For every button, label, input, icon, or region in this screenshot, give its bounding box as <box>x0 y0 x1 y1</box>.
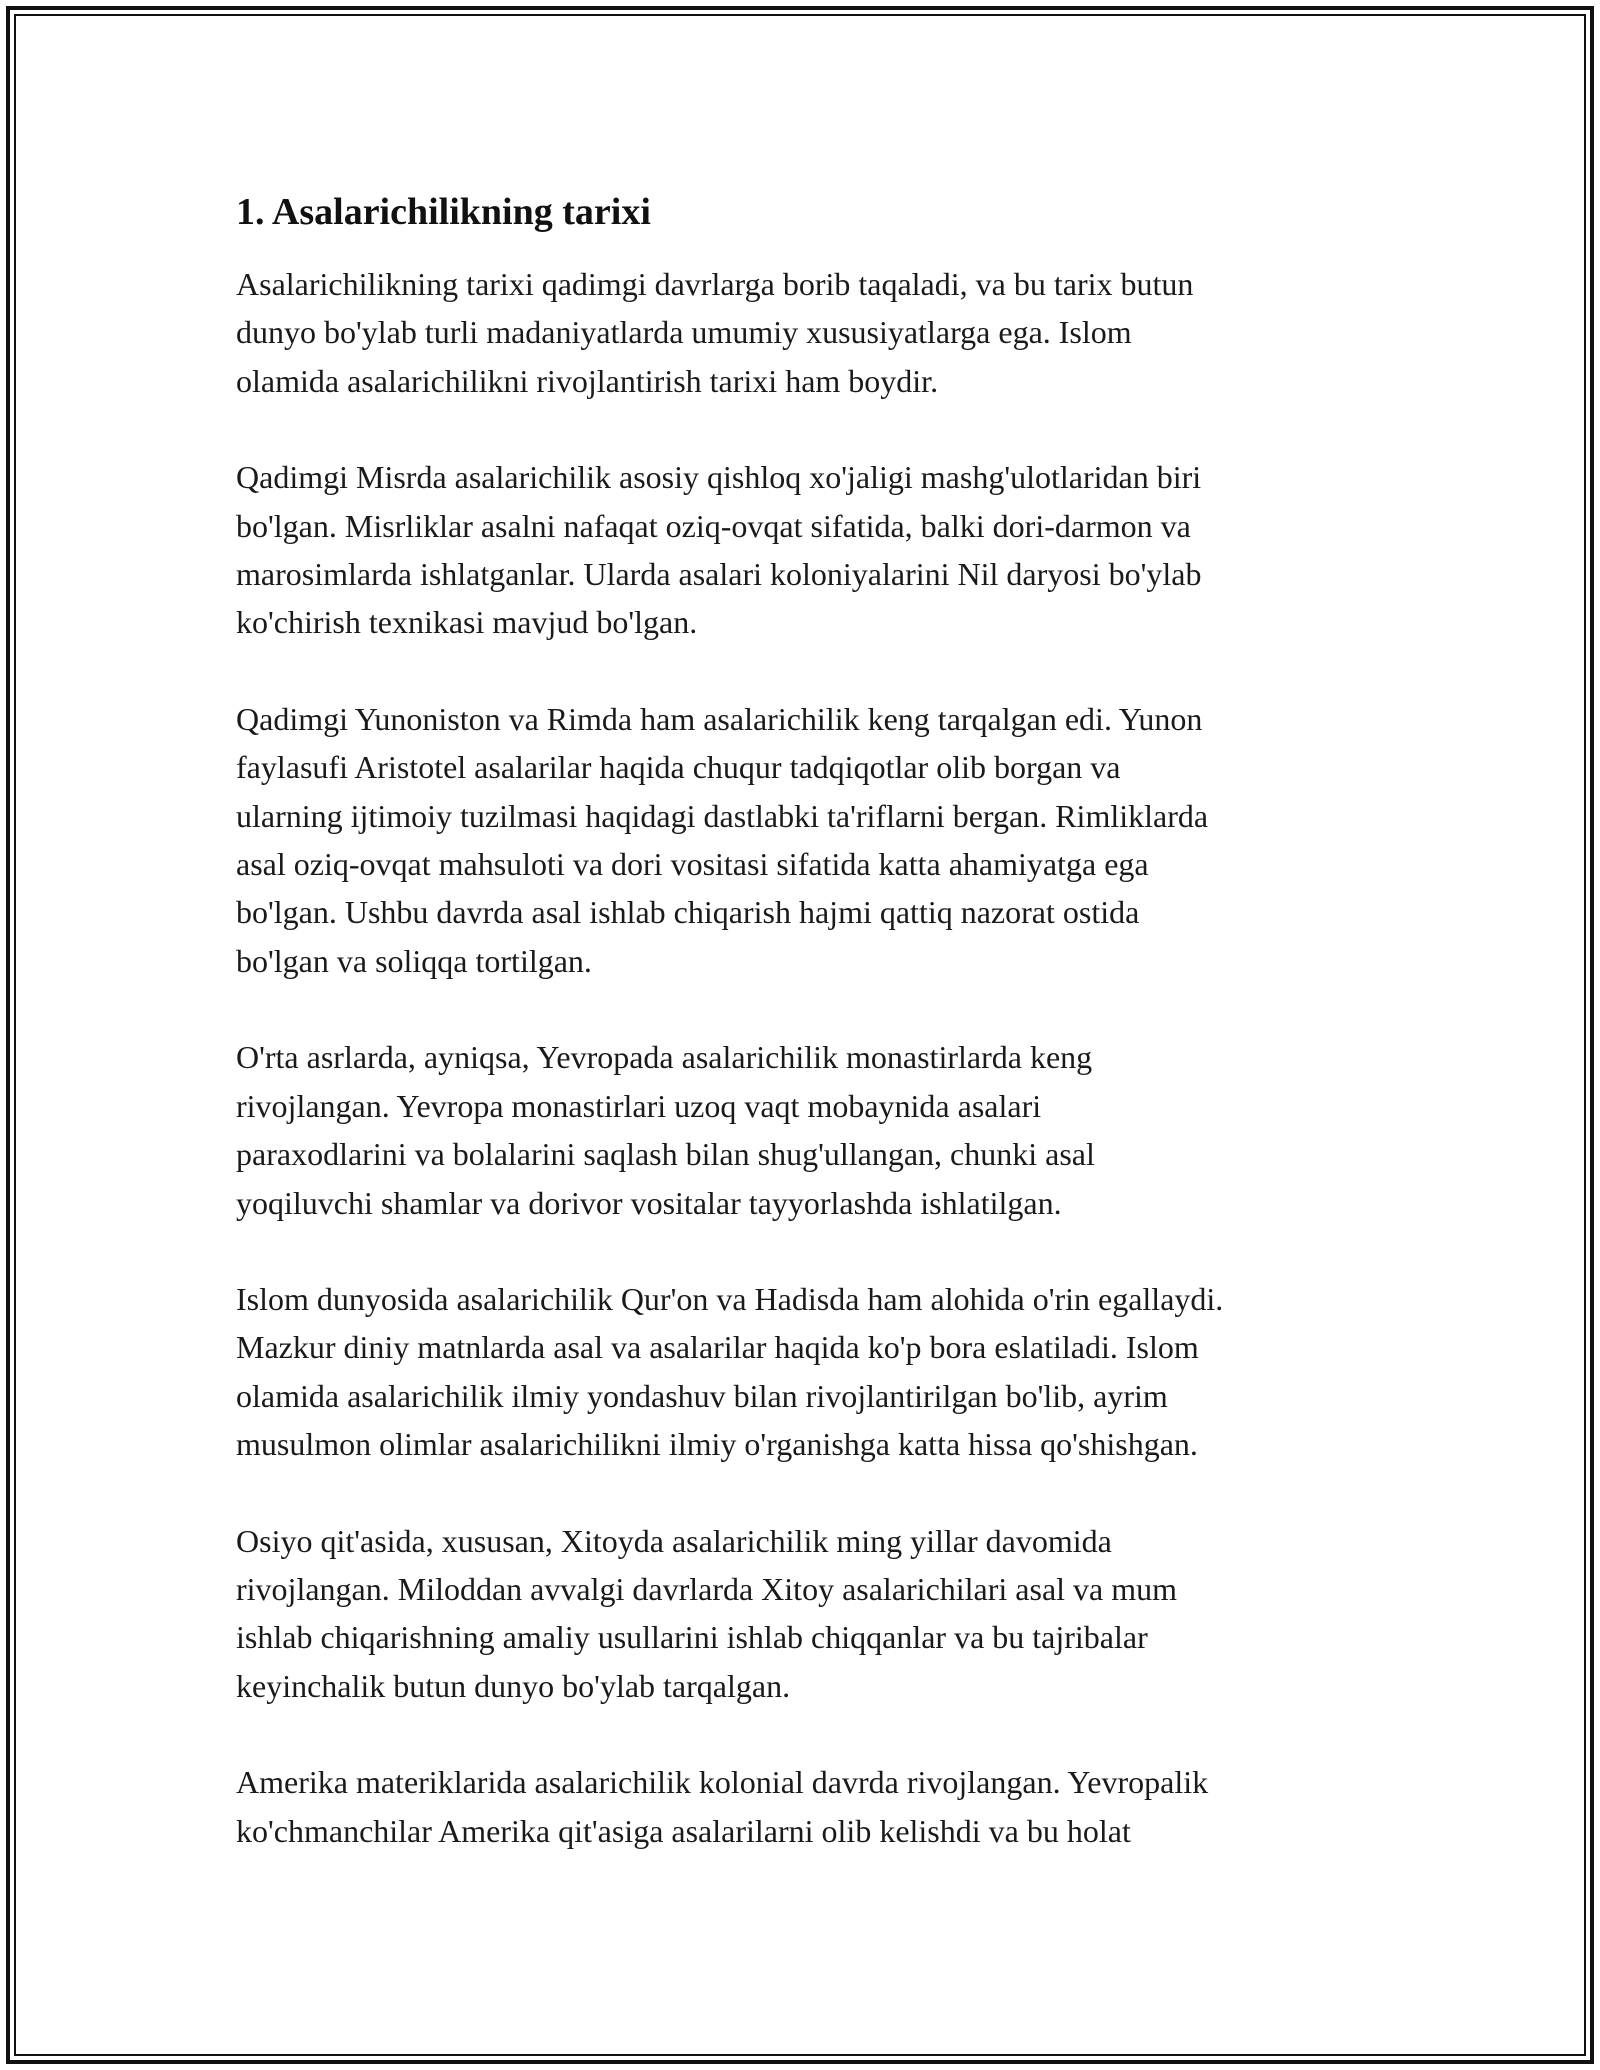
paragraph-america: Amerika materiklarida asalarichilik kolonial davrda rivojlangan. Yevropalik ko'chmanchilar Amerika qit'asiga asalarilarni olib kelishdi va bu holat <box>236 1764 1209 1849</box>
section-heading: 1. Asalarichilikning tarixi <box>236 191 651 233</box>
paragraph-egypt: Qadimgi Misrda asalarichilik asosiy qishloq xo'jaligi mashg'ulotlaridan biri bo'lgan. Misrliklar asalni nafaqat oziq-ovqat sifatida, balki dori-darmon va marosimlarda ishlatganlar. Ularda asalari koloniyalarini Nil daryosi bo'ylab ko'chirish texnikasi mavjud bo'lgan. <box>236 459 1202 641</box>
paragraph-intro: Asalarichilikning tarixi qadimgi davrlarga borib taqaladi, va bu tarix butun dunyo bo'ylab turli madaniyatlarda umumiy xususiyatlarga ega. Islom olamida asalarichilikni rivojlantirish tarixi ham boydir. <box>236 266 1194 399</box>
paragraph-asia: Osiyo qit'asida, xususan, Xitoyda asalarichilik ming yillar davomida rivojlangan. Miloddan avvalgi davrlarda Xitoy asalarichilari asal va mum ishlab chiqarishning amaliy usullarini ishlab chiqqanlar va bu tajribalar keyinchalik butun dunyo bo'ylab tarqalgan. <box>236 1522 1178 1704</box>
document-body <box>236 186 1386 1903</box>
paragraph-islam: Islom dunyosida asalarichilik Qur'on va Hadisda ham alohida o'rin egallaydi. Mazkur diniy matnlarda asal va asalarilar haqida ko'p bora eslatiladi. Islom olamida asalarichilik ilmiy yondashuv bilan rivojlantirilgan bo'lib, ayrim musulmon olimlar asalarichilikni ilmiy o'rganishga katta hissa qo'shishgan. <box>236 1280 1224 1463</box>
paragraph-middle-ages: O'rta asrlarda, ayniqsa, Yevropada asalarichilik monastirlarda keng rivojlangan. Yevropa monastirlari uzoq vaqt mobaynida asalari paraxodlarini va bolalarini saqlash bilan shug'ullangan, chunki asal yoqiluvchi shamlar va dorivor vositalar tayyorlashda ishlatilgan. <box>236 1039 1095 1221</box>
paragraph-greece-rome: Qadimgi Yunoniston va Rimda ham asalarichilik keng tarqalgan edi. Yunon faylasufi Aristotel asalarilar haqida chuqur tadqiqotlar olib borgan va ularning ijtimoiy tuzilmasi haqidagi dastlabki ta'riflarni bergan. Rimliklarda asal oziq-ovqat mahsuloti va dori vositasi sifatida katta ahamiyatga ega bo'lgan. Ushbu davrda asal ishlab chiqarish hajmi qattiq nazorat ostida bo'lgan va soliqqa tortilgan. <box>236 700 1209 979</box>
